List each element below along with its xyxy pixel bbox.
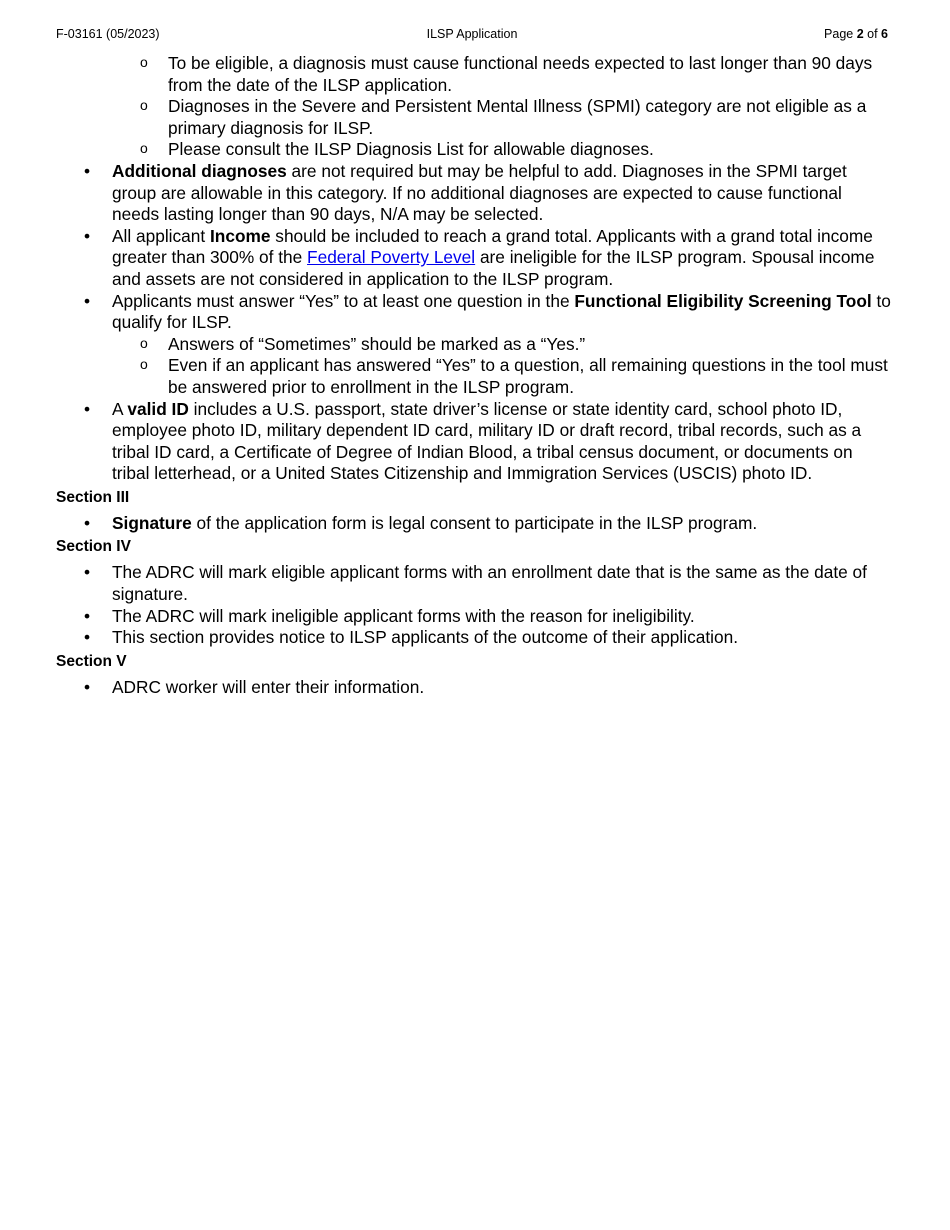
valid-id-item: • A valid ID includes a U.S. passport, state driver’s license or state identity card, school photo ID, employee photo ID, military dependent ID card, military ID or draft record, tribal records, such as a tribal ID card, a Certificate of Degree of Indian Blood, a tribal census document, or documents on tribal letterhead, or a United States Citizenship and Immigration Services (USCIS) photo ID. xyxy=(56,399,892,485)
federal-poverty-level-link[interactable]: Federal Poverty Level xyxy=(307,247,476,268)
section-v-heading: Section V xyxy=(56,652,127,670)
section-iii-heading: Section III xyxy=(56,488,130,506)
section-iv-list xyxy=(56,562,892,648)
section-iii-list xyxy=(56,513,892,535)
form-id: F-03161 (05/2023) xyxy=(56,27,160,41)
functional-sublist xyxy=(112,334,892,399)
section-ii-list xyxy=(56,161,892,485)
sub-list-item: o Please consult the ILSP Diagnosis List for allowable diagnoses. xyxy=(56,139,892,161)
sub-list-item: o Diagnoses in the Severe and Persistent Mental Illness (SPMI) category are not eligible as a primary diagnosis for ILSP. xyxy=(56,96,892,139)
sub-list-item: o Even if an applicant has answered “Yes” to a question, all remaining questions in the tool must be answered prior to enrollment in the ILSP program. xyxy=(112,355,892,398)
list-item: • The ADRC will mark eligible applicant forms with an enrollment date that is the same as the date of signature. xyxy=(56,562,892,605)
sub-list-item: o To be eligible, a diagnosis must cause functional needs expected to last longer than 90 days from the date of the ILSP application. xyxy=(56,53,892,96)
list-item: • This section provides notice to ILSP applicants of the outcome of their application. xyxy=(56,627,892,649)
section-iv-heading: Section IV xyxy=(56,538,131,556)
document-body xyxy=(56,53,892,698)
section-v-list xyxy=(56,677,892,699)
document-title: ILSP Application xyxy=(426,27,518,41)
page-number: Page 2 of 6 xyxy=(824,27,888,41)
page-header xyxy=(56,27,888,45)
list-item: • The ADRC will mark ineligible applicant forms with the reason for ineligibility. xyxy=(56,606,892,628)
list-item: • ADRC worker will enter their information. xyxy=(56,677,892,699)
income-item: • All applicant Income should be included to reach a grand total. Applicants with a grand total income greater than 300% of the Federal Poverty Level are ineligible for the ILSP program. Spousal income and assets are not considered in application to the ILSP program. xyxy=(56,226,892,291)
functional-eligibility-item: • Applicants must answer “Yes” to at least one question in the Functional Eligibility Screening Tool to qualify for ILSP. o Answers of “Sometimes” should be marked as a “Yes.” o Even if an applicant has answered “Yes” to a question, all remaining questions in the tool must be answered prior to enrollment in the ILSP program. xyxy=(56,291,892,399)
signature-item: • Signature of the application form is legal consent to participate in the ILSP program. xyxy=(56,513,892,535)
primary-diagnosis-sublist xyxy=(56,53,892,161)
sub-list-item: o Answers of “Sometimes” should be marked as a “Yes.” xyxy=(112,334,892,356)
additional-diagnoses-item: • Additional diagnoses are not required but may be helpful to add. Diagnoses in the SPMI target group are allowable in this category. If no additional diagnoses are expected to cause functional needs lasting longer than 90 days, N/A may be selected. xyxy=(56,161,892,226)
